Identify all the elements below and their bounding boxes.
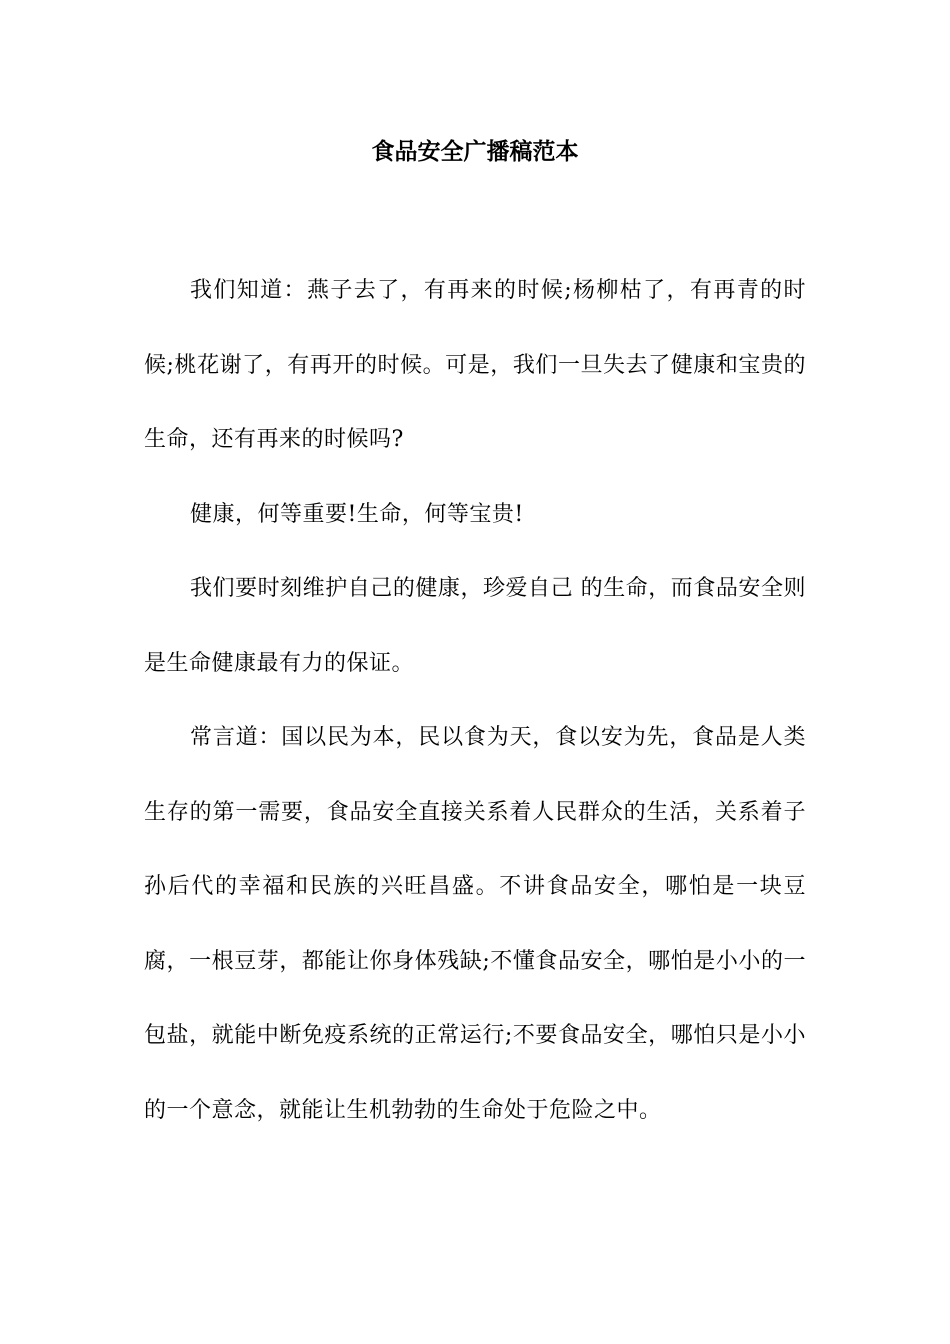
paragraph-3: 我们要时刻维护自己的健康，珍爱自己 的生命，而食品安全则是生命健康最有力的保证。 bbox=[144, 576, 806, 676]
paragraph-1: 我们知道：燕子去了，有再来的时候;杨柳枯了，有再青的时候;桃花谢了，有再开的时候。可是，我们一旦失去了健康和宝贵的生命，还有再来的时候吗? bbox=[144, 278, 806, 452]
document-body bbox=[144, 254, 806, 1148]
paragraph-2: 健康，何等重要!生命，何等宝贵! bbox=[190, 501, 524, 527]
paragraph-4: 常言道：国以民为本，民以食为天，食以安为先，食品是人类生存的第一需要，食品安全直接关系着人民群众的生活，关系着子孙后代的幸福和民族的兴旺昌盛。不讲食品安全，哪怕是一块豆腐，一根豆芽，都能让你身体残缺;不懂食品安全，哪怕是小小的一包盐，就能中断免疫系统的正常运行;不要食品安全，哪怕只是小小的一个意念，就能让生机勃勃的生命处于危险之中。 bbox=[144, 725, 806, 1123]
document-title: 食品安全广播稿范本 bbox=[371, 138, 579, 165]
